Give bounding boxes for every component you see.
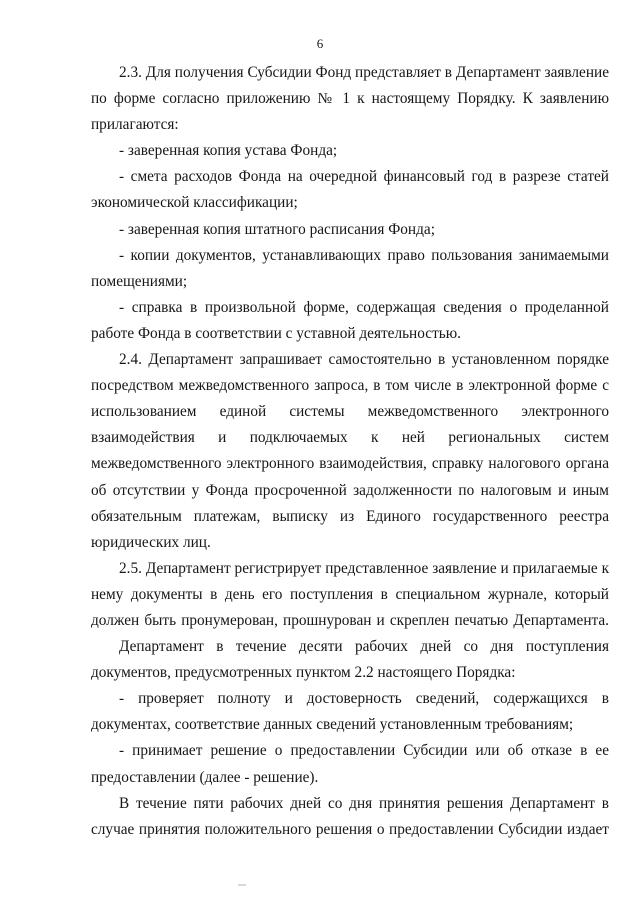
text-line: экономической классификации; (91, 194, 298, 212)
text-line: 2.4. Департамент запрашивает самостоятельно в установленном порядке (119, 351, 609, 369)
text-line: - принимает решение о предоставлении Субсидии или об отказе в ее (119, 742, 609, 760)
text-line: - заверенная копия устава Фонда; (119, 142, 338, 160)
text-line: - копии документов, устанавливающих право пользования занимаемыми (119, 246, 609, 264)
text-line: работе Фонда в соответствии с уставной деятельностью. (91, 324, 461, 342)
text-line: использованием единой системы межведомственного электронного (91, 403, 609, 421)
text-line: взаимодействия и подключаемых к ней региональных систем (91, 429, 609, 447)
text-line: - заверенная копия штатного расписания Фонда; (119, 220, 435, 238)
text-line: - справка в произвольной форме, содержащая сведения о проделанной (119, 298, 609, 316)
text-line: прилагаются: (91, 116, 179, 134)
text-line: случае принятия положительного решения о предоставлении Субсидии издает (91, 820, 609, 838)
text-line: - проверяет полноту и достоверность сведений, содержащихся в (119, 690, 609, 708)
text-line: Департамент в течение десяти рабочих дней со дня поступления (119, 638, 609, 656)
text-line: об отсутствии у Фонда просроченной задолженности по налоговым и иным (91, 481, 609, 499)
page-number: 6 (316, 36, 324, 51)
text-line: юридических лиц. (91, 533, 211, 551)
text-line: посредством межведомственного запроса, в том числе в электронной форме с (91, 377, 609, 395)
text-line: предоставлении (далее - решение). (91, 768, 319, 786)
text-line: обязательным платежам, выписку из Единого государственного реестра (91, 507, 609, 525)
text-line: В течение пяти рабочих дней со дня принятия решения Департамент в (119, 794, 609, 812)
text-line: - смета расходов Фонда на очередной финансовый год в разрезе статей (119, 168, 609, 186)
text-line: межведомственного электронного взаимодействия, справку налогового органа (91, 455, 609, 473)
text-line: 2.5. Департамент регистрирует представленное заявление и прилагаемые к (119, 559, 609, 577)
text-line: нему документы в день его поступления в специальном журнале, который (91, 585, 609, 603)
text-line: документов, предусмотренных пунктом 2.2 настоящего Порядка: (91, 664, 516, 682)
text-line: документах, соответствие данных сведений установленным требованиям; (91, 716, 574, 734)
scan-artifact (238, 884, 246, 886)
text-line: помещениями; (91, 272, 188, 290)
text-line: 2.3. Для получения Субсидии Фонд представляет в Департамент заявление (119, 64, 609, 81)
text-line: по форме согласно приложению № 1 к настоящему Порядку. К заявлению (91, 90, 609, 108)
document-body (91, 60, 609, 843)
text-line: должен быть пронумерован, прошнурован и скреплен печатью Департамента. (91, 611, 609, 629)
